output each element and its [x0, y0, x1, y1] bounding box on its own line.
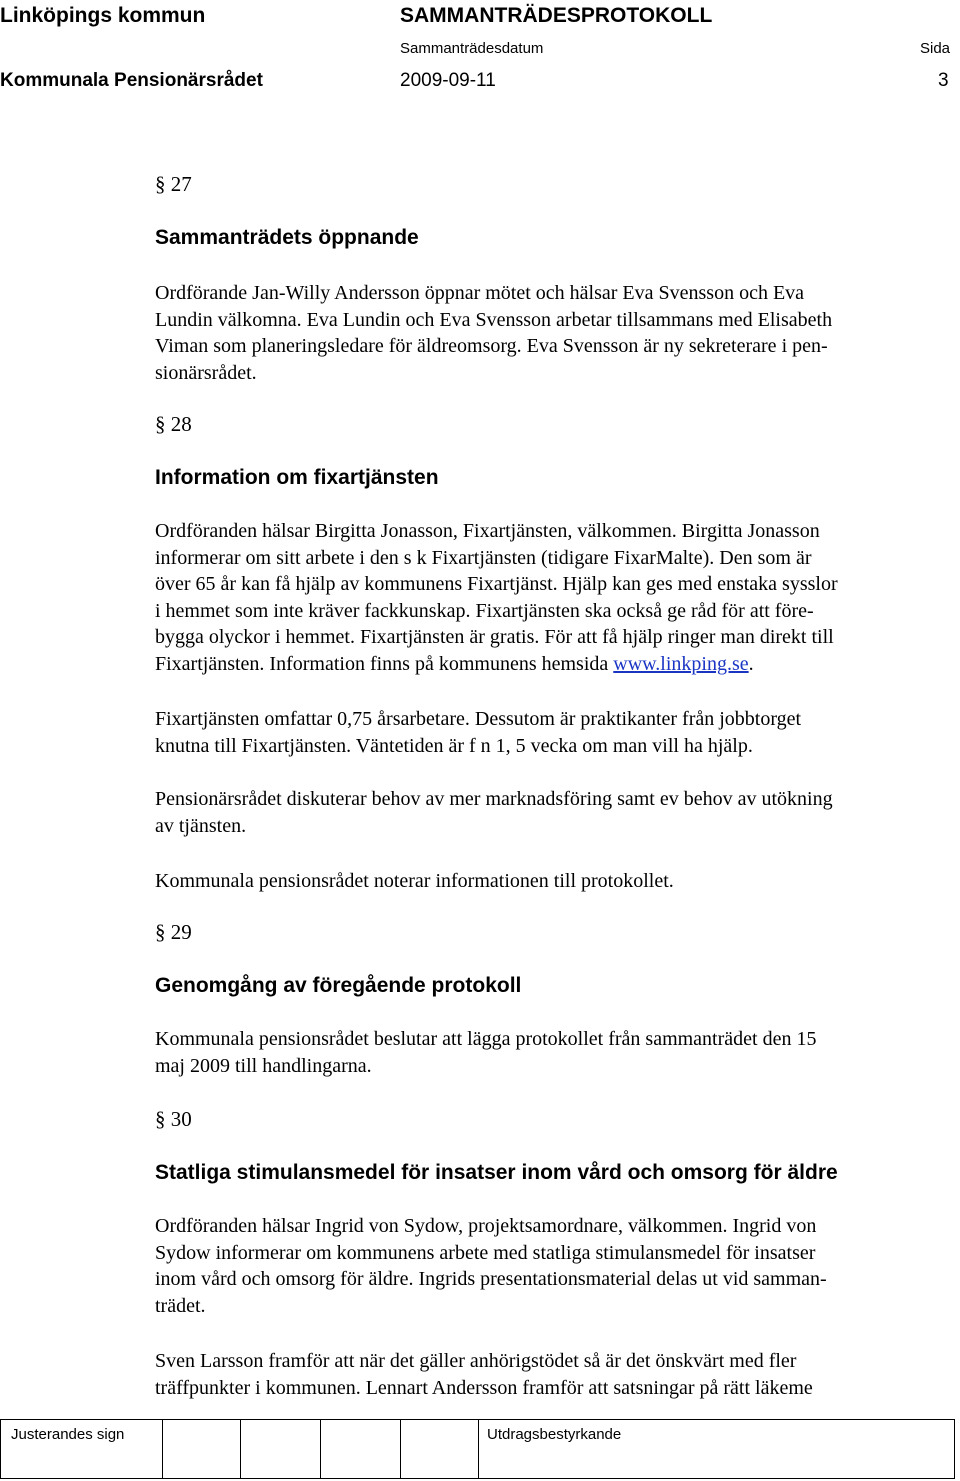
text-line: Sven Larsson framför att när det gäller anhörigstödet så är det önskvärt med fler [155, 1350, 797, 1372]
section-number: § 29 [155, 920, 192, 944]
text-line: sionärsrådet. [155, 361, 257, 384]
section-title: Sammanträdets öppnande [155, 226, 419, 249]
text-line: bygga olyckor i hemmet. Fixartjänsten är gratis. För att få hjälp ringer man direkt till [155, 626, 834, 648]
sign-cell [321, 1420, 401, 1478]
sign-cell [401, 1420, 479, 1478]
text-line: knutna till Fixartjänsten. Väntetiden är f n 1, 5 vecka om man vill ha hjälp. [155, 734, 753, 757]
website-link[interactable]: www.linkping.se [613, 652, 749, 675]
text-line: Ordföranden hälsar Birgitta Jonasson, Fixartjänsten, välkommen. Birgitta Jonasson [155, 520, 820, 542]
sign-label: Justerandes sign [11, 1426, 125, 1443]
text-line: inom vård och omsorg för äldre. Ingrids presentationsmaterial delas ut vid samman- [155, 1268, 827, 1290]
section-title: Statliga stimulansmedel för insatser inom vård och omsorg för äldre [155, 1161, 838, 1184]
text-line: Sydow informerar om kommunens arbete med statliga stimulansmedel för insatser [155, 1241, 816, 1264]
date-label: Sammanträdesdatum [400, 40, 544, 57]
meeting-date: 2009-09-11 [400, 70, 496, 91]
sign-cell [241, 1420, 321, 1478]
text-line [155, 651, 838, 678]
text-line: Ordförande Jan-Willy Andersson öppnar mötet och hälsar Eva Svensson och Eva [155, 282, 805, 304]
paragraph [155, 868, 674, 895]
page-label: Sida [920, 40, 951, 57]
org-name: Linköpings kommun [0, 4, 206, 27]
paragraph [155, 1026, 816, 1079]
text-line: Kommunala pensionsrådet noterar informationen till protokollet. [155, 870, 674, 892]
text-line: Fixartjänsten omfattar 0,75 årsarbetare. Dessutom är praktikanter från jobbtorget [155, 708, 802, 730]
paragraph [155, 1348, 813, 1401]
text-line: Lundin välkomna. Eva Lundin och Eva Svensson arbetar tillsammans med Elisabeth [155, 308, 833, 331]
extract-label: Utdragsbestyrkande [487, 1426, 622, 1443]
text-line: träffpunkter i kommunen. Lennart Andersson framför att satsningar på rätt läkeme [155, 1376, 813, 1399]
paragraph [155, 706, 801, 759]
text-line: Kommunala pensionsrådet beslutar att lägga protokollet från sammanträdet den 15 [155, 1028, 817, 1050]
paragraph [155, 280, 832, 386]
text-line: Viman som planeringsledare för äldreomsorg. Eva Svensson är ny sekreterare i pen- [155, 335, 828, 357]
section-number: § 30 [155, 1107, 192, 1131]
text-segment: Fixartjänsten. Information finns på kommunens hemsida [155, 652, 614, 675]
text-line: informerar om sitt arbete i den s k Fixartjänsten (tidigare FixarMalte). Den som är [155, 546, 812, 569]
text-line: av tjänsten. [155, 814, 247, 837]
section-number: § 28 [155, 412, 192, 436]
section-title: Information om fixartjänsten [155, 466, 439, 489]
paragraph [155, 1213, 827, 1319]
text-line: maj 2009 till handlingarna. [155, 1054, 372, 1077]
committee-name: Kommunala Pensionärsrådet [0, 70, 263, 91]
text-line: trädet. [155, 1294, 206, 1317]
paragraph [155, 518, 838, 677]
text-segment: . [748, 652, 754, 675]
paragraph [155, 786, 833, 839]
text-line: över 65 år kan få hjälp av kommunens Fixartjänst. Hjälp kan ges med enstaka sysslor [155, 573, 838, 595]
signature-table [0, 1419, 955, 1479]
text-line: i hemmet som inte kräver fackkunskap. Fixartjänsten ska också ge råd för att före- [155, 599, 814, 622]
text-line: Pensionärsrådet diskuterar behov av mer marknadsföring samt ev behov av utökning [155, 788, 833, 810]
section-title: Genomgång av föregående protokoll [155, 974, 522, 997]
text-line: Ordföranden hälsar Ingrid von Sydow, projektsamordnare, välkommen. Ingrid von [155, 1215, 817, 1237]
doc-type: SAMMANTRÄDESPROTOKOLL [400, 4, 713, 27]
section-number: § 27 [155, 172, 192, 196]
page-number: 3 [938, 70, 949, 91]
sign-cell [163, 1420, 241, 1478]
